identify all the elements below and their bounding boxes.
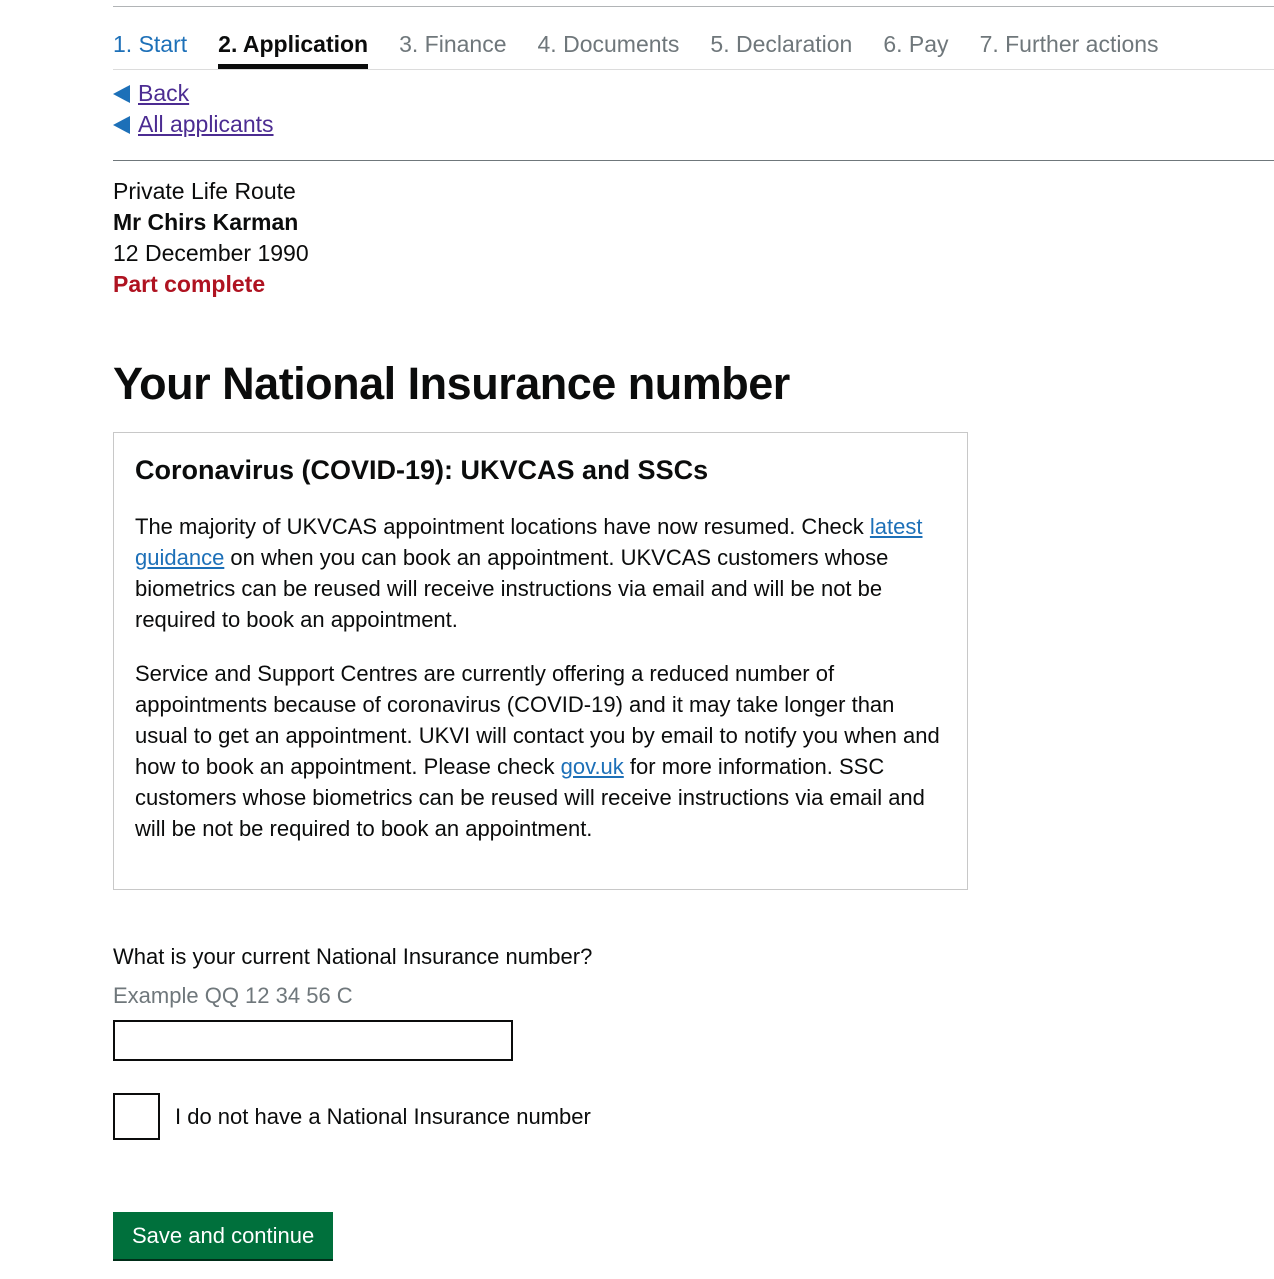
triangle-left-icon bbox=[113, 116, 130, 134]
step-documents: 4. Documents bbox=[537, 31, 680, 57]
top-divider bbox=[113, 6, 1274, 7]
applicant-name: Mr Chirs Karman bbox=[113, 209, 299, 235]
step-further-actions: 7. Further actions bbox=[979, 31, 1159, 57]
ni-hint: Example QQ 12 34 56 C bbox=[113, 983, 353, 1008]
no-ni-checkbox-row[interactable] bbox=[113, 1093, 591, 1140]
step-finance: 3. Finance bbox=[399, 31, 507, 57]
step-pay: 6. Pay bbox=[883, 31, 949, 57]
applicant-dob: 12 December 1990 bbox=[113, 240, 309, 266]
all-applicants-link[interactable] bbox=[113, 109, 274, 140]
notice-p2-text-start: Service and Support Centres are currently offering a reduced number of appointments because of coronavirus (COVID-19) and it may take longer than usual to get an appointment. UKVI will contact you by email to notify you when and how to book an appointment. Please check bbox=[135, 661, 940, 779]
page-title: Your National Insurance number bbox=[113, 358, 790, 409]
no-ni-checkbox-label[interactable]: I do not have a National Insurance number bbox=[175, 1104, 591, 1129]
applicant-summary bbox=[113, 176, 309, 300]
triangle-left-icon bbox=[113, 85, 130, 103]
status-badge: Part complete bbox=[113, 271, 266, 297]
all-applicants-link-label: All applicants bbox=[138, 111, 274, 137]
gov-uk-link[interactable]: gov.uk bbox=[560, 754, 624, 779]
save-and-continue-button[interactable]: Save and continue bbox=[113, 1212, 333, 1259]
back-link-label: Back bbox=[138, 80, 190, 106]
step-application[interactable]: 2. Application bbox=[218, 28, 368, 69]
no-ni-checkbox[interactable] bbox=[113, 1093, 160, 1140]
section-divider bbox=[113, 160, 1274, 161]
notice-paragraph-ukvcas bbox=[135, 511, 946, 635]
application-route: Private Life Route bbox=[113, 178, 296, 204]
notice-p1-text-end: on when you can book an appointment. UKVCAS customers whose biometrics can be reused will receive instructions via email and will be not be required to book an appointment. bbox=[135, 545, 889, 632]
ni-number-input[interactable] bbox=[113, 1020, 513, 1061]
notice-p1-text-start: The majority of UKVCAS appointment locations have now resumed. Check bbox=[135, 514, 870, 539]
notice-heading: Coronavirus (COVID-19): UKVCAS and SSCs bbox=[135, 455, 709, 485]
step-navigation bbox=[113, 28, 1274, 70]
back-links bbox=[113, 78, 274, 140]
ni-question-label: What is your current National Insurance number? bbox=[113, 944, 593, 969]
notice-paragraph-ssc bbox=[135, 658, 946, 844]
step-start[interactable]: 1. Start bbox=[113, 31, 188, 57]
latest-guidance-link[interactable]: latest guidance bbox=[135, 514, 923, 570]
step-declaration: 5. Declaration bbox=[710, 31, 853, 57]
back-link[interactable] bbox=[113, 78, 274, 109]
notice-p2-text-end: for more information. SSC customers whose biometrics can be reused will receive instructions via email and will be not be required to book an appointment. bbox=[135, 754, 925, 841]
covid-notice-panel bbox=[113, 432, 968, 890]
